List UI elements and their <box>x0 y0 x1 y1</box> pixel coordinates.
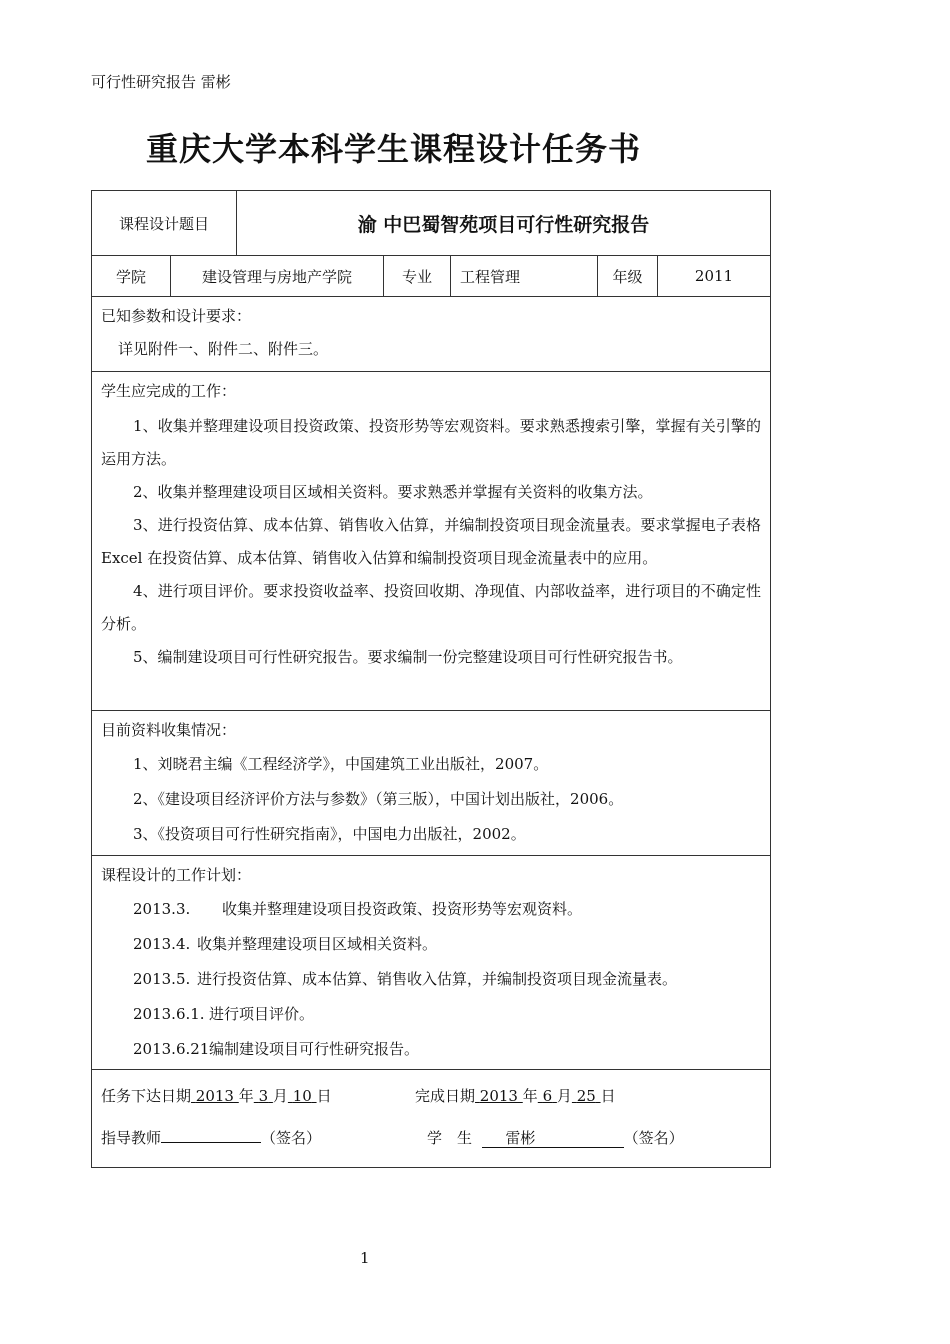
tasks-heading: 学生应完成的工作： <box>101 382 237 400</box>
grade-label: 年级 <box>598 256 658 296</box>
materials-heading: 目前资料收集情况： <box>101 721 237 739</box>
header-note: 可行性研究报告 雷彬 <box>91 73 231 91</box>
month-unit: 月 <box>556 1087 572 1105</box>
page-title: 重庆大学本科学生课程设计任务书 <box>146 130 642 168</box>
plan-date: 2013.5. <box>133 970 191 988</box>
plan-item <box>101 927 761 962</box>
plan-row <box>92 856 770 1070</box>
student-name: 雷彬 <box>505 1129 536 1147</box>
college-label: 学院 <box>92 256 171 296</box>
task-form-table <box>91 190 771 1168</box>
student-signature-field[interactable] <box>482 1129 624 1148</box>
params-text: 详见附件一、附件二、附件三。 <box>118 340 329 358</box>
done-day: 25 <box>576 1087 596 1105</box>
material-item: 2、《建设项目经济评价方法与参数》（第三版），中国计划出版社，2006。 <box>133 790 624 808</box>
issue-year: 2013 <box>195 1087 234 1105</box>
page-number: 1 <box>360 1249 370 1267</box>
teacher-label: 指导教师 <box>101 1129 162 1147</box>
plan-date: 2013.3. <box>133 900 191 918</box>
major-value: 工程管理 <box>451 256 598 296</box>
material-item: 1、刘晓君主编《工程经济学》，中国建筑工业出版社，2007。 <box>133 755 549 773</box>
signoff-section <box>92 1070 770 1167</box>
plan-section <box>92 856 770 1069</box>
issue-date <box>101 1075 415 1117</box>
sign-hint: （签名） <box>261 1129 322 1147</box>
day-unit: 日 <box>316 1087 332 1105</box>
teacher-signature-field[interactable] <box>161 1124 261 1143</box>
done-date-label: 完成日期 <box>415 1087 476 1105</box>
params-section <box>92 297 770 371</box>
student-signature <box>427 1117 684 1159</box>
day-unit: 日 <box>600 1087 616 1105</box>
done-date <box>415 1075 616 1117</box>
month-unit: 月 <box>272 1087 288 1105</box>
topic-value: 渝 中巴蜀智苑项目可行性研究报告 <box>357 213 650 236</box>
plan-item <box>101 1032 761 1067</box>
plan-text: 收集并整理建设项目区域相关资料。 <box>197 935 438 953</box>
info-row <box>92 256 770 297</box>
plan-date: 2013.6.21 <box>133 1040 210 1058</box>
student-label: 学 生 <box>427 1129 473 1147</box>
materials-row <box>92 711 770 856</box>
tasks-section <box>92 372 770 710</box>
signature-line <box>101 1117 761 1159</box>
topic-row <box>92 191 770 256</box>
plan-text: 编制建设项目可行性研究报告。 <box>209 1040 420 1058</box>
task-item: 1、收集并整理建设项目投资政策、投资形势等宏观资料。要求熟悉搜索引擎，掌握有关引擎的运用方法。 <box>101 417 761 468</box>
material-item: 3、《投资项目可行性研究指南》，中国电力出版社，2002。 <box>133 825 526 843</box>
tasks-row <box>92 372 770 711</box>
task-item: 5、编制建设项目可行性研究报告。要求编制一份完整建设项目可行性研究报告书。 <box>133 648 683 666</box>
done-month: 6 <box>542 1087 553 1105</box>
issue-month: 3 <box>258 1087 269 1105</box>
task-item: 3、进行投资估算、成本估算、销售收入估算，并编制投资项目现金流量表。要求掌握电子表格 Excel 在投资估算、成本估算、销售收入估算和编制投资项目现金流量表中的应用。 <box>101 516 761 567</box>
materials-section <box>92 711 770 855</box>
topic-label: 课程设计题目 <box>92 191 237 255</box>
params-heading: 已知参数和设计要求： <box>101 307 252 325</box>
plan-item <box>101 997 761 1032</box>
sign-hint: （签名） <box>623 1129 684 1147</box>
year-unit: 年 <box>522 1087 538 1105</box>
issue-date-label: 任务下达日期 <box>101 1087 192 1105</box>
grade-value: 2011 <box>694 267 734 285</box>
signoff-row <box>92 1070 770 1167</box>
plan-item <box>101 892 761 927</box>
task-item: 4、进行项目评价。要求投资收益率、投资回收期、净现值、内部收益率，进行项目的不确定性分析。 <box>101 582 761 633</box>
params-row <box>92 297 770 372</box>
plan-text: 进行项目评价。 <box>209 1005 315 1023</box>
plan-date: 2013.4. <box>133 935 191 953</box>
plan-text: 进行投资估算、成本估算、销售收入估算，并编制投资项目现金流量表。 <box>197 970 678 988</box>
year-unit: 年 <box>238 1087 254 1105</box>
plan-text: 收集并整理建设项目投资政策、投资形势等宏观资料。 <box>222 900 583 918</box>
plan-date: 2013.6.1. <box>133 1005 205 1023</box>
task-item: 2、收集并整理建设项目区域相关资料。要求熟悉并掌握有关资料的收集方法。 <box>133 483 653 501</box>
major-label: 专业 <box>384 256 451 296</box>
college-value: 建设管理与房地产学院 <box>171 256 384 296</box>
dates-line <box>101 1075 761 1117</box>
done-year: 2013 <box>479 1087 518 1105</box>
teacher-signature <box>101 1117 427 1159</box>
issue-day: 10 <box>292 1087 312 1105</box>
plan-item <box>101 962 761 997</box>
plan-heading: 课程设计的工作计划： <box>101 866 252 884</box>
